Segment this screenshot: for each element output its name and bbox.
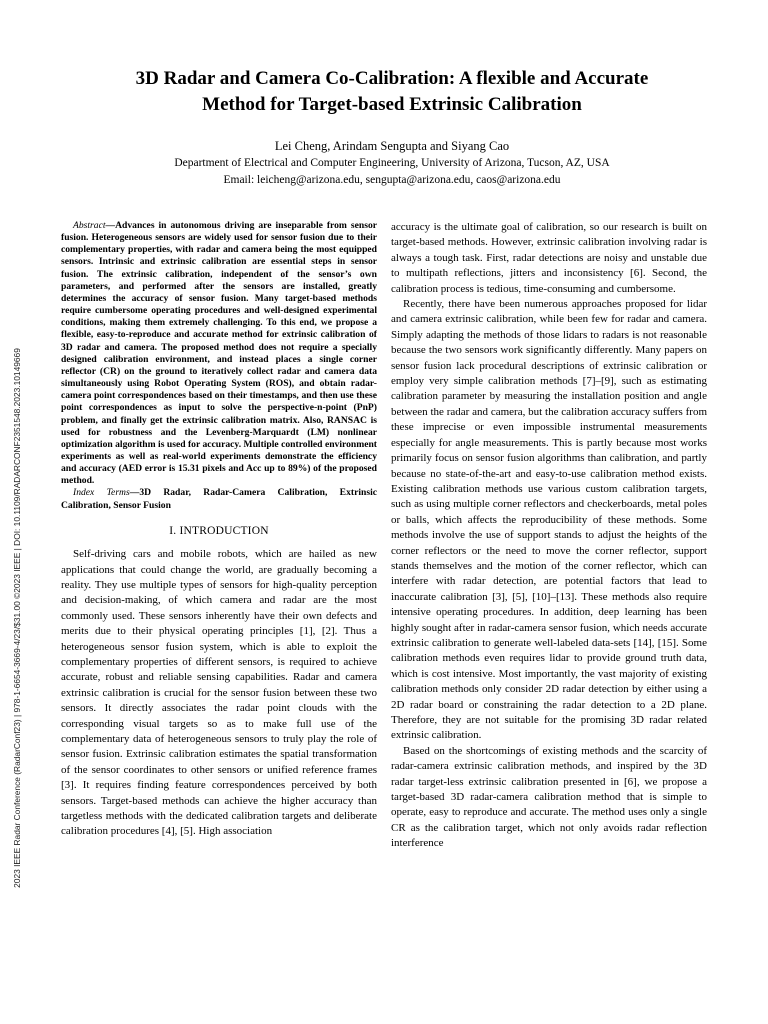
paper-title: [60, 66, 724, 118]
title-line-1: 3D Radar and Camera Co-Calibration: A flexible and Accurate: [135, 68, 649, 89]
authors: Lei Cheng, Arindam Sengupta and Siyang Cao: [274, 139, 510, 153]
paragraph: Recently, there have been numerous approaches proposed for lidar and camera extrinsic calibration, while been few for radar and camera. Simply adapting the methods of those lidars to radars is not reasonable because the two sensors work significantly differently. Many papers on sensor fusion lack procedural descriptions of extrinsic calibration or employ very simple calibration methods [7]–[9], such as estimating calibration parameter by measuring the installation position and angle between the radar and camera, but the calibration accuracy suffers from these imprecise or even impossible instrumental measurements especially for angle measurements. This is partly because most works primarily focus on sensor fusion algorithms than calibration, and partly because no state-of-the-art and easy-to-use calibration method exists. Existing calibration methods use various custom calibration targets, such as using multiple corner reflectors and checkerboards, metal poles or balls, which affects the reproducibility of these methods. Some methods involve the use of support stands to adjust the heights of the corner reflectors or the need to move the corner reflector, support stands themselves and the motion of the corner reflector, which can interfere with radar detection, are potential factors that lead to inaccurate calibration [3], [5], [10]–[13]. These methods also require intensive operating procedures. In addition, deep learning has been highly sought after in radar-camera sensor fusion, which needs accurate extrinsic calibration to generate well-labeled data-sets [14], [15]. Some calibration methods even requires lidar to provide ground truth data, which is cost intensive. Most importantly, the vast majority of existing calibration methods only consider 2D radar detection by either using a 2D radar board or constraining the radar detection to a 2D plane. Therefore, they are not suitable for the promising 3D radar related extrinsic calibration.: [391, 298, 707, 742]
publication-sidebar: 2023 IEEE Radar Conference (RadarConf23) | 978-1-6654-3669-4/23/$31.00 ©2023 IEEE | DOI: 10.1109/RADARCONF2351548.2023.10149669: [12, 348, 22, 888]
index-terms-lead: Index Terms: [73, 487, 130, 499]
affiliation: Department of Electrical and Computer Engineering, University of Arizona, Tucson, AZ, USA: [174, 157, 610, 169]
title-line-2: Method for Target-based Extrinsic Calibration: [202, 94, 582, 115]
abstract: [61, 220, 377, 487]
index-terms: [61, 487, 377, 511]
paragraph: accuracy is the ultimate goal of calibration, so our research is built on target-based methods. However, extrinsic calibration involving radar is always a tough task. First, radar detections are noisy and unstable due to multipath reflections, jitters and inconsistency [6]. Second, the calibration process is tedious, time-consuming and cumbersome.: [391, 221, 707, 295]
email-line: Email: leicheng@arizona.edu, sengupta@arizona.edu, caos@arizona.edu: [223, 174, 561, 186]
section-heading-introduction: I. INTRODUCTION: [169, 524, 269, 537]
abstract-text: —Advances in autonomous driving are inseparable from sensor fusion. Heterogeneous sensors are widely used for sensor fusion due to their complementary properties, with radar and camera being the most equipped sensors. Intrinsic and extrinsic calibration are essential steps in sensor fusion. The extrinsic calibration, independent of the sensor’s own parameters, and performed after the sensors are installed, greatly determines the accuracy of sensor fusion. Many target-based methods require cumbersome operating procedures and well-designed experimental conditions, making them extremely challenging. To this end, we propose a flexible, easy-to-reproduce and accurate method for extrinsic calibration of 3D radar and camera. The proposed method does not require a specially designed calibration environment, and instead places a single corner reflector (CR) on the ground to iteratively collect radar and camera data simultaneously using Robot Operating System (ROS), and obtain radar-camera point correspondences based on their timestamps, and then use these point correspondences as input to solve the perspective-n-point (PnP) problem, and finally get the extrinsic calibration matrix. Also, RANSAC is used for robustness and the Levenberg-Marquardt (LM) nonlinear optimization algorithm is used for accuracy. Multiple controlled environment experiments as well as real-world experiments demonstrate the efficiency and accuracy (AED error is 15.31 pixels and Acc up to 89%) of the proposed method.: [61, 220, 377, 487]
index-terms-text: —3D Radar, Radar-Camera Calibration, Extrinsic Calibration, Sensor Fusion: [61, 487, 377, 511]
paragraph: Based on the shortcomings of existing methods and the scarcity of radar-camera extrinsic calibration methods, and inspired by the 3D radar target-less extrinsic calibration presented in [6], we propose a target-based 3D radar-camera calibration method that is simple to operate, easy to reproduce and accurate. The method uses only a single CR as the calibration target, which not only avoids radar reflection interference: [391, 744, 707, 850]
right-column: [391, 220, 707, 852]
left-column: [61, 220, 377, 840]
abstract-lead: Abstract: [73, 220, 106, 231]
paragraph: Self-driving cars and mobile robots, which are hailed as new applications that could change the world, are gradually becoming a reality. They use multiple types of sensors for high-quality perception and decision-making, of which camera and radar are the most commonly used. These sensors inherently have their own defects and merits due to their physical operating principles [1], [2]. Thus a heterogeneous sensor fusion system, which is able to exploit the complementary properties of different sensors, is required to achieve accurate, robust and reliable sensing capabilities. Radar and camera extrinsic calibration is crucial for the sensor fusion between these two sensors. It directly associates the radar point clouds with the corresponding visual targets so as to make full use of the complementary data of heterogeneous sensors to truly play the role of sensor fusion. Extrinsic calibration estimates the spatial transformation of the sensor coordinates to other sensors or unified reference frames [3]. It requires finding feature correspondences perceived by both sensors. Target-based methods can achieve the higher accuracy than targetless methods with the dedicated calibration targets and deliberate calibration procedures [4], [5]. High association: [61, 548, 377, 838]
